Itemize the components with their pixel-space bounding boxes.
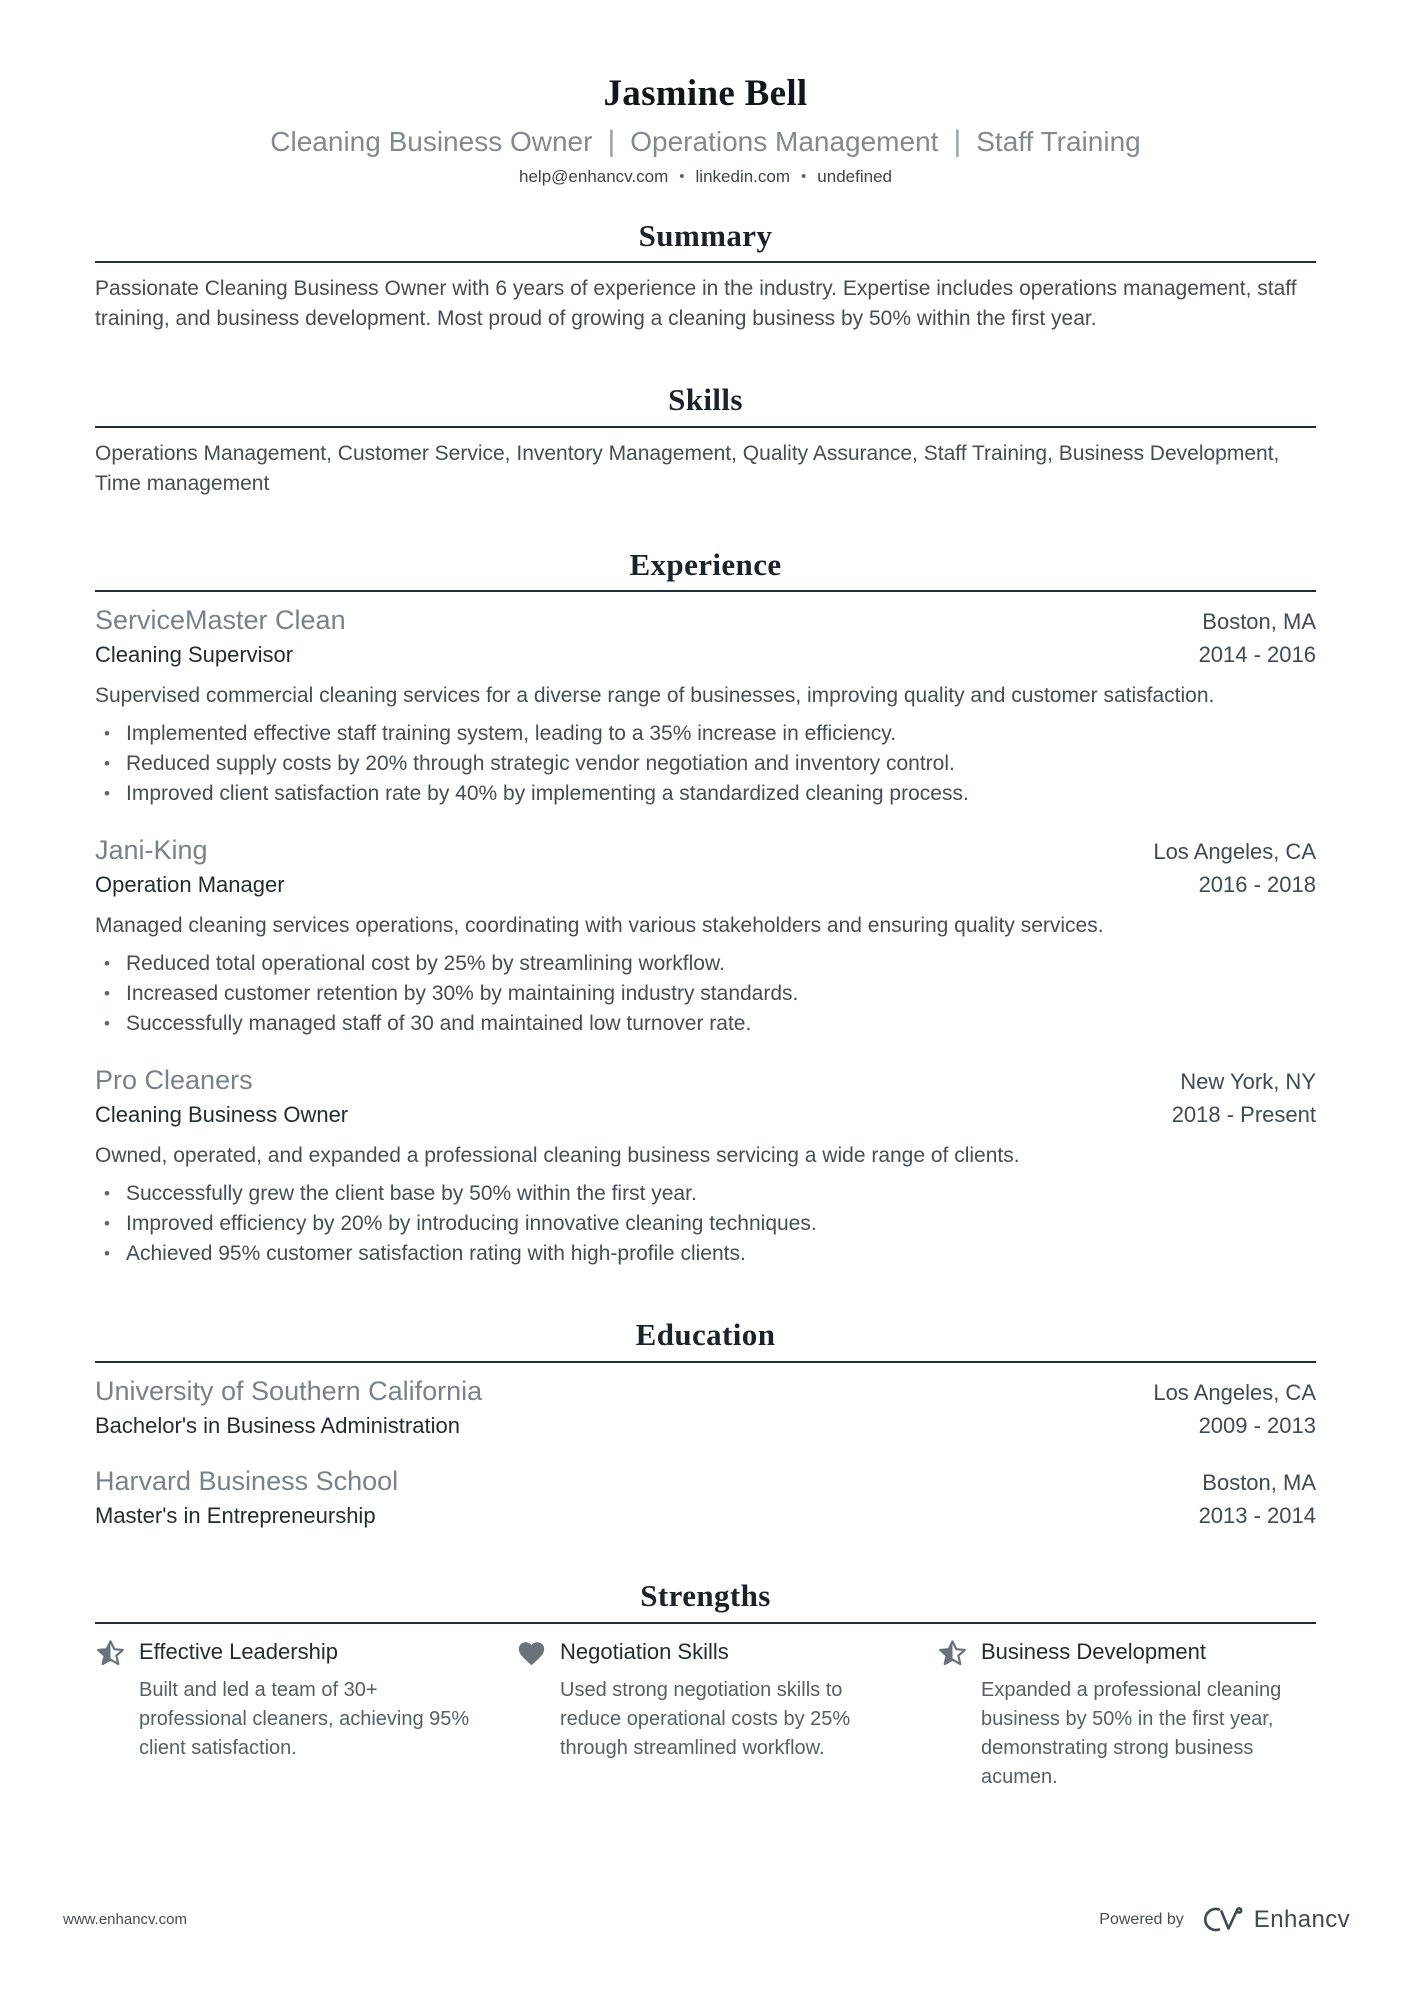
- section-summary: [95, 218, 1316, 335]
- page-footer: [63, 1904, 1350, 1935]
- school-location: Los Angeles, CA: [1153, 1380, 1316, 1405]
- headline-part: Cleaning Business Owner: [270, 125, 593, 157]
- strength-card: [95, 1638, 474, 1792]
- company-name: Pro Cleaners: [95, 1065, 253, 1096]
- contact-extra: undefined: [817, 166, 892, 186]
- skills-heading: Skills: [95, 382, 1316, 428]
- job-dates: 2014 - 2016: [1198, 642, 1316, 668]
- job-description: Owned, operated, and expanded a professional cleaning business servicing a wide range of clients.: [95, 1144, 1020, 1168]
- powered-by-label: Powered by: [1099, 1910, 1184, 1928]
- job-title: Cleaning Supervisor: [95, 642, 294, 668]
- star-half-icon: [95, 1638, 126, 1669]
- website-link[interactable]: www.enhancv.com: [63, 1911, 187, 1928]
- enhancv-brand-link[interactable]: [1199, 1904, 1350, 1935]
- experience-entry: [95, 833, 1316, 1039]
- headline-part: Operations Management: [630, 125, 939, 157]
- strength-card: [516, 1638, 895, 1792]
- degree-name: Bachelor's in Business Administration: [95, 1413, 460, 1438]
- star-half-icon: [937, 1638, 968, 1669]
- job-bullet: • Successfully grew the client base by 50% within the first year.: [95, 1179, 1316, 1209]
- job-bullet-list: [95, 949, 1316, 1039]
- section-skills: [95, 382, 1316, 499]
- job-bullet: • Reduced supply costs by 20% through strategic vendor negotiation and inventory control.: [95, 749, 1316, 779]
- job-dates: 2018 - Present: [1171, 1102, 1316, 1128]
- summary-heading: Summary: [95, 218, 1316, 264]
- section-strengths: [95, 1578, 1316, 1792]
- job-bullet: • Improved efficiency by 20% by introducing innovative cleaning techniques.: [95, 1209, 1316, 1239]
- job-bullet-list: [95, 1179, 1316, 1269]
- skills-text: Operations Management, Customer Service, Inventory Management, Quality Assurance, Staff Training, Business Development, Time management: [95, 441, 1280, 495]
- job-bullet: • Achieved 95% customer satisfaction rating with high-profile clients.: [95, 1239, 1316, 1269]
- education-dates: 2009 - 2013: [1198, 1413, 1316, 1438]
- candidate-name: Jasmine Bell: [603, 73, 808, 114]
- strength-title: Business Development: [981, 1638, 1207, 1664]
- education-entry: [95, 1374, 1316, 1440]
- strength-text: Used strong negotiation skills to reduce operational costs by 25% through streamlined workflow.: [560, 1678, 851, 1759]
- strength-text: Expanded a professional cleaning business by 50% in the first year, demonstrating strong business acumen.: [981, 1678, 1282, 1788]
- enhancv-logo-icon: [1199, 1904, 1245, 1935]
- contact-line: [95, 167, 1316, 187]
- experience-heading: Experience: [95, 547, 1316, 593]
- job-bullet: • Improved client satisfaction rate by 40% by implementing a standardized cleaning process.: [95, 779, 1316, 809]
- school-location: Boston, MA: [1202, 1470, 1316, 1495]
- degree-name: Master's in Entrepreneurship: [95, 1503, 376, 1528]
- education-entry: [95, 1464, 1316, 1530]
- strength-title: Effective Leadership: [139, 1638, 338, 1664]
- school-name: Harvard Business School: [95, 1466, 399, 1496]
- education-dates: 2013 - 2014: [1198, 1503, 1316, 1528]
- headline-part: Staff Training: [976, 125, 1141, 157]
- company-name: Jani-King: [95, 835, 208, 866]
- job-bullet: • Successfully managed staff of 30 and maintained low turnover rate.: [95, 1009, 1316, 1039]
- strength-card: [937, 1638, 1316, 1792]
- contact-separator-dot: •: [679, 168, 685, 186]
- job-title: Cleaning Business Owner: [95, 1102, 349, 1128]
- job-bullet: • Reduced total operational cost by 25% by streamlining workflow.: [95, 949, 1316, 979]
- headline-separator: |: [953, 124, 962, 158]
- job-title: Operation Manager: [95, 872, 285, 898]
- section-experience: [95, 547, 1316, 1270]
- summary-text: Passionate Cleaning Business Owner with 6 years of experience in the industry. Expertise includes operations management, staff training, and business development. Most proud of growing a cleaning business by 50% within the first year.: [95, 277, 1297, 331]
- job-dates: 2016 - 2018: [1198, 872, 1316, 898]
- job-bullet: • Increased customer retention by 30% by maintaining industry standards.: [95, 979, 1316, 1009]
- job-location: New York, NY: [1180, 1069, 1316, 1095]
- education-heading: Education: [95, 1317, 1316, 1363]
- headline-separator: |: [607, 124, 616, 158]
- contact-separator-dot: •: [801, 168, 807, 186]
- strength-title: Negotiation Skills: [560, 1638, 729, 1664]
- resume-header: [95, 74, 1316, 187]
- experience-entry: [95, 603, 1316, 809]
- contact-email-link[interactable]: help@enhancv.com: [519, 166, 669, 186]
- strengths-heading: Strengths: [95, 1578, 1316, 1624]
- school-name: University of Southern California: [95, 1376, 483, 1406]
- job-description: Supervised commercial cleaning services for a diverse range of businesses, improving quality and customer satisfaction.: [95, 684, 1215, 708]
- job-location: Boston, MA: [1202, 609, 1316, 635]
- contact-linkedin-link[interactable]: linkedin.com: [695, 166, 791, 186]
- company-name: ServiceMaster Clean: [95, 605, 346, 636]
- job-bullet: • Implemented effective staff training system, leading to a 35% increase in efficiency.: [95, 719, 1316, 749]
- heart-icon: [516, 1638, 547, 1669]
- experience-entry: [95, 1063, 1316, 1269]
- job-bullet-list: [95, 719, 1316, 809]
- powered-by: [1099, 1904, 1350, 1935]
- section-education: [95, 1317, 1316, 1530]
- job-description: Managed cleaning services operations, coordinating with various stakeholders and ensuring quality services.: [95, 914, 1104, 938]
- job-location: Los Angeles, CA: [1153, 839, 1316, 865]
- headline: [95, 124, 1316, 160]
- brand-name: Enhancv: [1253, 1905, 1350, 1933]
- strength-text: Built and led a team of 30+ professional cleaners, achieving 95% client satisfaction.: [139, 1678, 470, 1759]
